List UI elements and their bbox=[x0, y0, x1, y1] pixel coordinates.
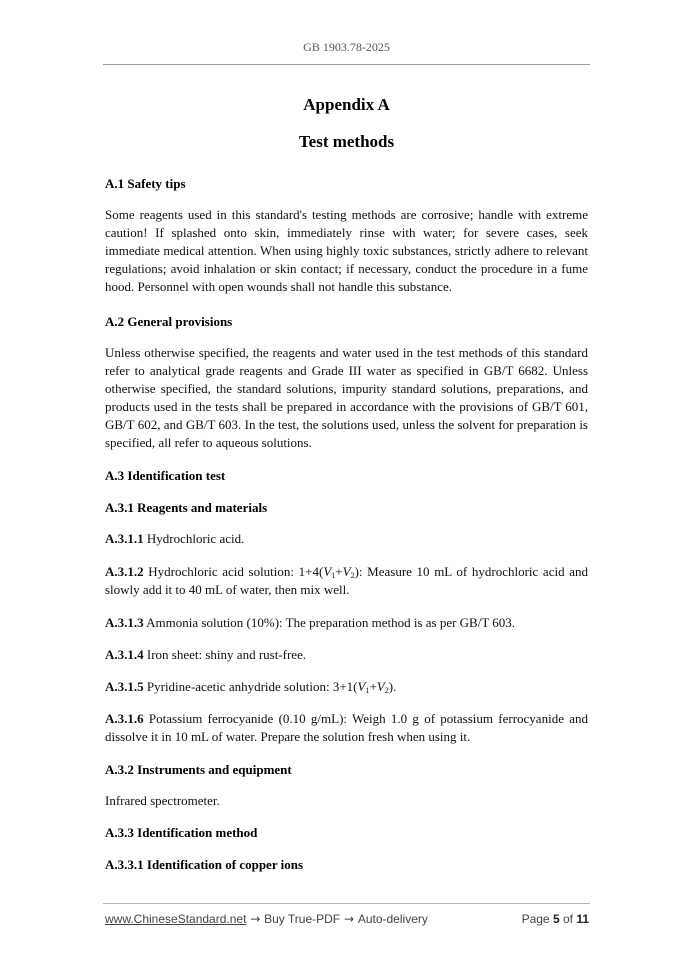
heading-a1: A.1 Safety tips bbox=[105, 176, 186, 191]
item-a311 bbox=[105, 530, 588, 548]
item-a314 bbox=[105, 646, 588, 664]
volume-symbol: V bbox=[342, 564, 351, 579]
plus-sign: + bbox=[369, 679, 377, 694]
header-divider bbox=[103, 64, 590, 65]
buy-pdf-link[interactable]: Buy True-PDF bbox=[264, 912, 341, 926]
appendix-title: Appendix A bbox=[303, 95, 390, 114]
arrow-right-icon: → bbox=[246, 912, 265, 926]
paragraph-a32: Infrared spectrometer. bbox=[105, 793, 220, 808]
item-text: Pyridine-acetic anhydride solution: 3+1( bbox=[143, 679, 358, 694]
item-a315 bbox=[105, 678, 588, 696]
item-text: Potassium ferrocyanide (0.10 g/mL): Weigh 1.0 g of potassium ferrocyanide and dissolve it in 10 mL of water. Prepare the solution fresh when using it. bbox=[105, 711, 588, 744]
page-footer bbox=[105, 912, 589, 930]
item-number: A.3.1.6 bbox=[105, 711, 144, 726]
site-link[interactable]: www.ChineseStandard.net bbox=[105, 912, 247, 926]
heading-a3: A.3 Identification test bbox=[105, 468, 226, 483]
heading-a331: A.3.3.1 Identification of copper ions bbox=[105, 857, 304, 872]
section-title: Test methods bbox=[298, 132, 395, 151]
item-text: Hydrochloric acid. bbox=[143, 531, 245, 546]
paragraph-a1: Some reagents used in this standard's testing methods are corrosive; handle with extreme caution! If splashed onto skin, immediately rinse with water; for severe cases, seek immediate medical attention. When using highly toxic substances, strictly adhere to relevant regulations; avoid inhalation or skin contact; if necessary, conduct the procedure in a fume hood. Personnel with open wounds shall not handle this substance. bbox=[105, 207, 588, 294]
item-text: Iron sheet: shiny and rust-free. bbox=[143, 647, 307, 662]
current-page-number: 5 bbox=[552, 912, 560, 926]
of-label: of bbox=[559, 912, 577, 926]
plus-sign: + bbox=[335, 564, 343, 579]
item-text: Ammonia solution (10%): The preparation method is as per GB/T 603. bbox=[143, 615, 516, 630]
item-a316 bbox=[105, 710, 588, 746]
paragraph-a2: Unless otherwise specified, the reagents and water used in the test methods of this standard refer to analytical grade reagents and Grade III water as specified in GB/T 6682. Unless otherwise specified, the standard solutions, impurity standard solutions, preparations, and products used in the tests shall be prepared in accordance with the provisions of GB/T 601, GB/T 602, and GB/T 603. In the test, the solutions used, unless the solvent for preparation is specified, all refer to aqueous solutions. bbox=[105, 345, 588, 450]
item-number: A.3.1.3 bbox=[105, 615, 144, 630]
arrow-right-icon: → bbox=[340, 912, 358, 926]
item-a312 bbox=[105, 563, 588, 599]
volume-symbol: V bbox=[357, 679, 366, 694]
heading-a31: A.3.1 Reagents and materials bbox=[105, 500, 268, 515]
item-number: A.3.1.4 bbox=[105, 647, 144, 662]
item-a313 bbox=[105, 614, 588, 632]
item-text: ): Measure 10 mL of hydrochloric acid and slowly add it to 40 mL of water, then mix well. bbox=[105, 564, 588, 597]
item-text: Hydrochloric acid solution: 1+4( bbox=[143, 564, 324, 579]
page-indicator bbox=[522, 912, 589, 926]
item-number: A.3.1.1 bbox=[105, 531, 144, 546]
volume-subscript: 1 bbox=[365, 686, 370, 695]
total-pages-number: 11 bbox=[576, 912, 589, 926]
footer-links bbox=[105, 912, 428, 926]
volume-symbol: V bbox=[323, 564, 332, 579]
volume-symbol: V bbox=[376, 679, 385, 694]
item-number: A.3.1.2 bbox=[105, 564, 144, 579]
footer-divider bbox=[103, 903, 590, 904]
item-number: A.3.1.5 bbox=[105, 679, 144, 694]
heading-a32: A.3.2 Instruments and equipment bbox=[105, 762, 292, 777]
standard-code-header: GB 1903.78-2025 bbox=[303, 40, 390, 54]
heading-a33: A.3.3 Identification method bbox=[105, 825, 258, 840]
volume-subscript: 2 bbox=[350, 571, 355, 580]
volume-subscript: 1 bbox=[331, 571, 336, 580]
volume-subscript: 2 bbox=[384, 686, 389, 695]
item-text: ). bbox=[388, 679, 397, 694]
auto-delivery-text: Auto-delivery bbox=[357, 912, 428, 926]
page-label: Page bbox=[521, 912, 553, 926]
heading-a2: A.2 General provisions bbox=[105, 314, 233, 329]
